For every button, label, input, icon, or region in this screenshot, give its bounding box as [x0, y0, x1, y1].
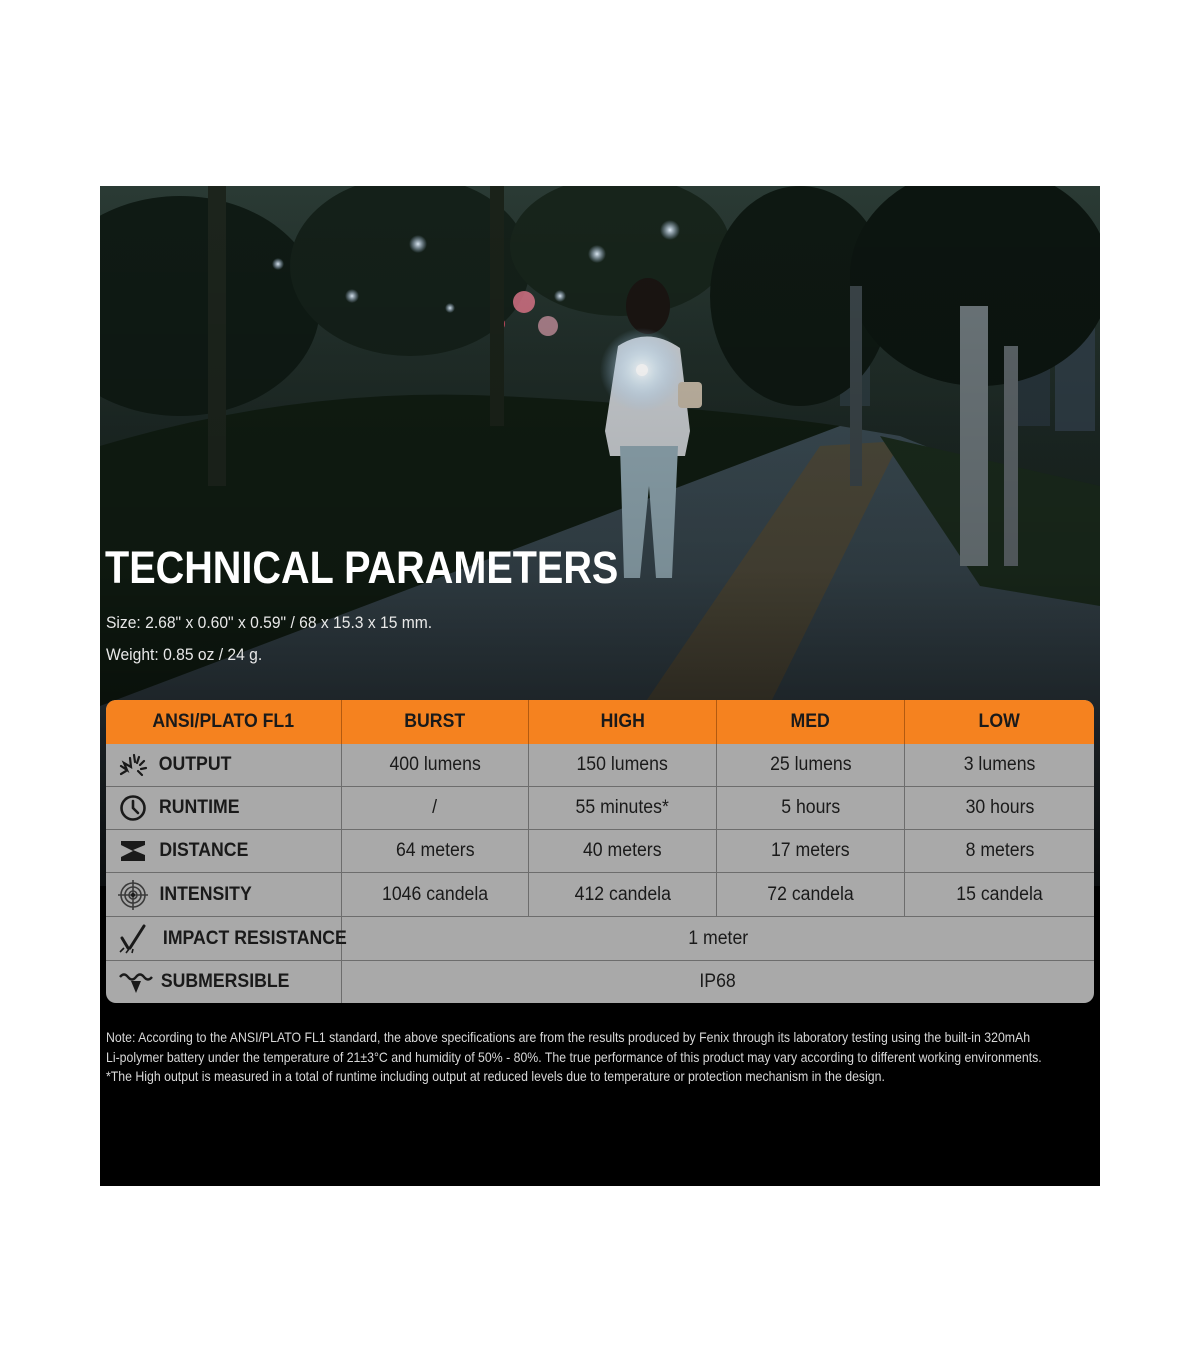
cell-distance-med: 17 meters	[717, 830, 905, 873]
size-spec: Size: 2.68" x 0.60" x 0.59" / 68 x 15.3 x 15 mm.	[106, 613, 433, 632]
cell-output-burst: 400 lumens	[342, 744, 529, 787]
row-label-impact: IMPACT RESISTANCE	[106, 917, 342, 961]
cell-distance-high: 40 meters	[529, 830, 717, 873]
cell-runtime-burst: /	[342, 787, 529, 830]
note-line: Li-polymer battery under the temperature of 21±3°C and humidity of 50% - 80%. The true performance of this product may vary according to different working environments.	[106, 1049, 1042, 1065]
cell-intensity-burst: 1046 candela	[342, 873, 529, 917]
target-icon	[118, 880, 148, 910]
header-med: MED	[717, 700, 905, 744]
output-icon	[118, 750, 148, 780]
cell-runtime-high: 55 minutes*	[529, 787, 717, 830]
header-standard: ANSI/PLATO FL1	[106, 700, 342, 744]
spec-table	[106, 700, 1094, 1003]
cell-runtime-low: 30 hours	[905, 787, 1094, 830]
cell-output-high: 150 lumens	[529, 744, 717, 787]
cell-distance-burst: 64 meters	[342, 830, 529, 873]
cell-distance-low: 8 meters	[905, 830, 1094, 873]
cell-intensity-med: 72 candela	[717, 873, 905, 917]
header-low: LOW	[905, 700, 1094, 744]
product-card	[100, 186, 1100, 1186]
cell-intensity-high: 412 candela	[529, 873, 717, 917]
note-line: Note: According to the ANSI/PLATO FL1 standard, the above specifications are from the results produced by Fenix through its laboratory testing using the built-in 320mAh	[106, 1030, 1031, 1045]
header-burst: BURST	[342, 700, 529, 744]
cell-output-med: 25 lumens	[717, 744, 905, 787]
footnotes	[106, 1028, 1096, 1087]
row-label-output: OUTPUT	[106, 744, 342, 787]
cell-impact-value: 1 meter	[342, 917, 1094, 961]
cell-output-low: 3 lumens	[905, 744, 1094, 787]
header-high: HIGH	[529, 700, 717, 744]
cell-runtime-med: 5 hours	[717, 787, 905, 830]
cell-submersible-value: IP68	[699, 971, 737, 992]
distance-icon	[118, 836, 148, 866]
cell-intensity-low: 15 candela	[905, 873, 1094, 917]
weight-spec: Weight: 0.85 oz / 24 g.	[106, 645, 263, 664]
page-title: TECHNICAL PARAMETERS	[105, 542, 619, 593]
row-label-distance: DISTANCE	[106, 830, 342, 873]
row-label-submersible: SUBMERSIBLE	[106, 961, 342, 1003]
water-icon	[118, 967, 154, 997]
clock-icon	[118, 793, 148, 823]
impact-icon	[118, 924, 148, 954]
row-label-runtime: RUNTIME	[106, 787, 342, 830]
row-label-intensity: INTENSITY	[106, 873, 342, 917]
note-line: *The High output is measured in a total of runtime including output at reduced levels due to temperature or protection mechanism in the design.	[106, 1069, 885, 1084]
